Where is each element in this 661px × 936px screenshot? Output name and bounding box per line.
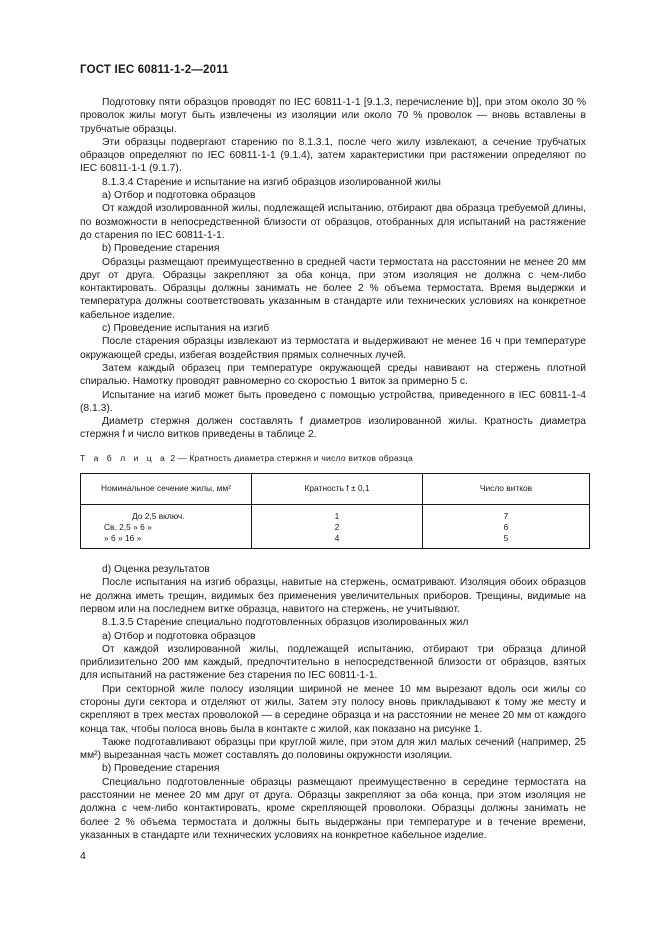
paragraph: Образцы размещают преимущественно в средней части термостата на расстоянии не менее 20 мм друг от друга. Образцы закрепляют за оба конца, при этом изоляция не должна с чем-либо контактировать. Образцы должны занимать не более 2 % объема термостата. Время выдержки и температура должны соответствовать указанным в стандарте или технических условиях на конкретное кабельное изделие. <box>80 256 586 321</box>
subsection-title-d: d) Оценка результатов <box>102 564 210 576</box>
cell-sections <box>81 505 252 549</box>
subsection-title-b: b) Проведение старения <box>102 763 220 775</box>
cell-ratios <box>252 505 423 549</box>
paragraph: При секторной жиле полосу изоляции шириной не менее 10 мм вырезают вдоль оси жилы со стороны дуги сектора и отделяют от жилы. Затем эту полосу вновь прикладывают к тому же месту и скрепляют в трех местах проволокой — в середине образца и на расстоянии не менее 20 мм от каждого конца так, чтобы полоса вновь была в контакте с жилой, как показано на рисунке 1. <box>80 683 586 735</box>
ratio-value: 4 <box>334 533 340 544</box>
section-value: » 6 » 16 » <box>104 533 142 544</box>
section-value: Св. 2,5 » 6 » <box>104 522 152 533</box>
header-section: Номинальное сечение жилы, мм² <box>81 474 252 505</box>
section-title-8-1-3-4: 8.1.3.4 Старение и испытание на изгиб образцов изолированной жилы <box>102 176 441 188</box>
table-caption <box>80 452 586 465</box>
paragraph: После старения образцы извлекают из термостата и выдерживают не менее 16 ч при температуре окружающей среды, избегая воздействия прямых солнечных лучей. <box>80 336 586 361</box>
header-turns: Число витков <box>423 474 590 505</box>
table-2 <box>80 473 590 549</box>
paragraph: От каждой изолированной жилы, подлежащей испытанию, отбирают три образца длиной приблизительно 200 мм каждый, предпочтительно в непосредственной близости от образцов, взятых для испытаний на растяжение без старения по IEC 60811-1-1. <box>80 643 586 682</box>
table-body-row <box>81 505 590 549</box>
page-number: 4 <box>80 850 86 862</box>
document-header: ГОСТ IEC 60811-1-2—2011 <box>80 64 229 76</box>
section-title-8-1-3-5: 8.1.3.5 Старение специально подготовленных образцов изолированных жил <box>102 617 469 629</box>
turns-value: 5 <box>503 533 509 544</box>
header-ratio: Кратность f ± 0,1 <box>252 474 423 505</box>
subsection-title-c: c) Проведение испытания на изгиб <box>102 323 270 335</box>
table-caption-text: 2 — Кратность диаметра стержня и число витков образца <box>170 452 413 463</box>
cell-turns <box>423 505 590 549</box>
subsection-title-b: b) Проведение старения <box>102 243 220 255</box>
turns-value: 6 <box>503 522 509 533</box>
page-content <box>80 96 586 842</box>
paragraph: От каждой изолированной жилы, подлежащей испытанию, отбирают два образца требуемой длины, по возможности в непосредственной близости от образцов, отобранных для испытаний на растяжение до старения по IEC 60811-1-1. <box>80 203 586 241</box>
subsection-title-a: a) Отбор и подготовка образцов <box>102 190 256 202</box>
paragraph: Эти образцы подвергают старению по 8.1.3.1, после чего жилу извлекают, а сечение трубчатых образцов определяют по IEC 60811-1-1 (9.1.4), затем характеристики при растяжении определяют по IEC 60811-1-1 (9.1.7). <box>80 136 586 175</box>
paragraph: Подготовку пяти образцов проводят по IEC 60811-1-1 [9.1.3, перечисление b)], при этом около 30 % проволок жилы могут быть извлечены из изоляции или около 70 % проволок — вновь вставлены в трубчатые образцы. <box>80 97 586 135</box>
table-header-row <box>81 474 590 505</box>
paragraph: Также подготавливают образцы при круглой жиле, при этом для жил малых сечений (например, 25 мм²) вырезанная часть может составлять до половины окружности изоляции. <box>80 736 586 762</box>
paragraph: После испытания на изгиб образцы, навитые на стержень, осматривают. Изоляция обоих образцов не должна иметь трещин, видимых без применения увеличительных приборов. Трещины, видимые на первом или на последнем витке образца, навитого на стержень, не учитывают. <box>80 577 586 615</box>
ratio-value: 2 <box>334 522 340 533</box>
section-value: До 2,5 включ. <box>132 511 185 522</box>
paragraph: Специально подготовленные образцы размещают преимущественно в середине термостата на расстоянии не менее 20 мм друг от друга. Образцы закрепляют за оба конца, при этом изоляция не должна с чем-либо контактировать, кроме скрепляющей проволоки. Образцы должны занимать не более 2 % объема термостата и должны быть выдержаны при температуре и в течение времени, указанных в стандарте или технических условиях на конкретное кабельное изделие. <box>80 776 586 841</box>
table-caption-label: Т а б л и ц а <box>80 452 168 463</box>
turns-value: 7 <box>503 511 509 522</box>
paragraph: Диаметр стержня должен составлять f диаметров изолированной жилы. Кратность диаметра стержня f и число витков приведены в таблице 2. <box>80 416 586 441</box>
paragraph: Затем каждый образец при температуре окружающей среды навивают на стержень плотной спиралью. Намотку проводят равномерно со скоростью 1 виток за примерно 5 с. <box>80 362 586 388</box>
paragraph: Испытание на изгиб может быть проведено с помощью устройства, приведенного в IEC 60811-1-4 (8.1.3). <box>80 389 586 414</box>
ratio-value: 1 <box>334 511 340 522</box>
subsection-title-a: a) Отбор и подготовка образцов <box>102 630 256 642</box>
